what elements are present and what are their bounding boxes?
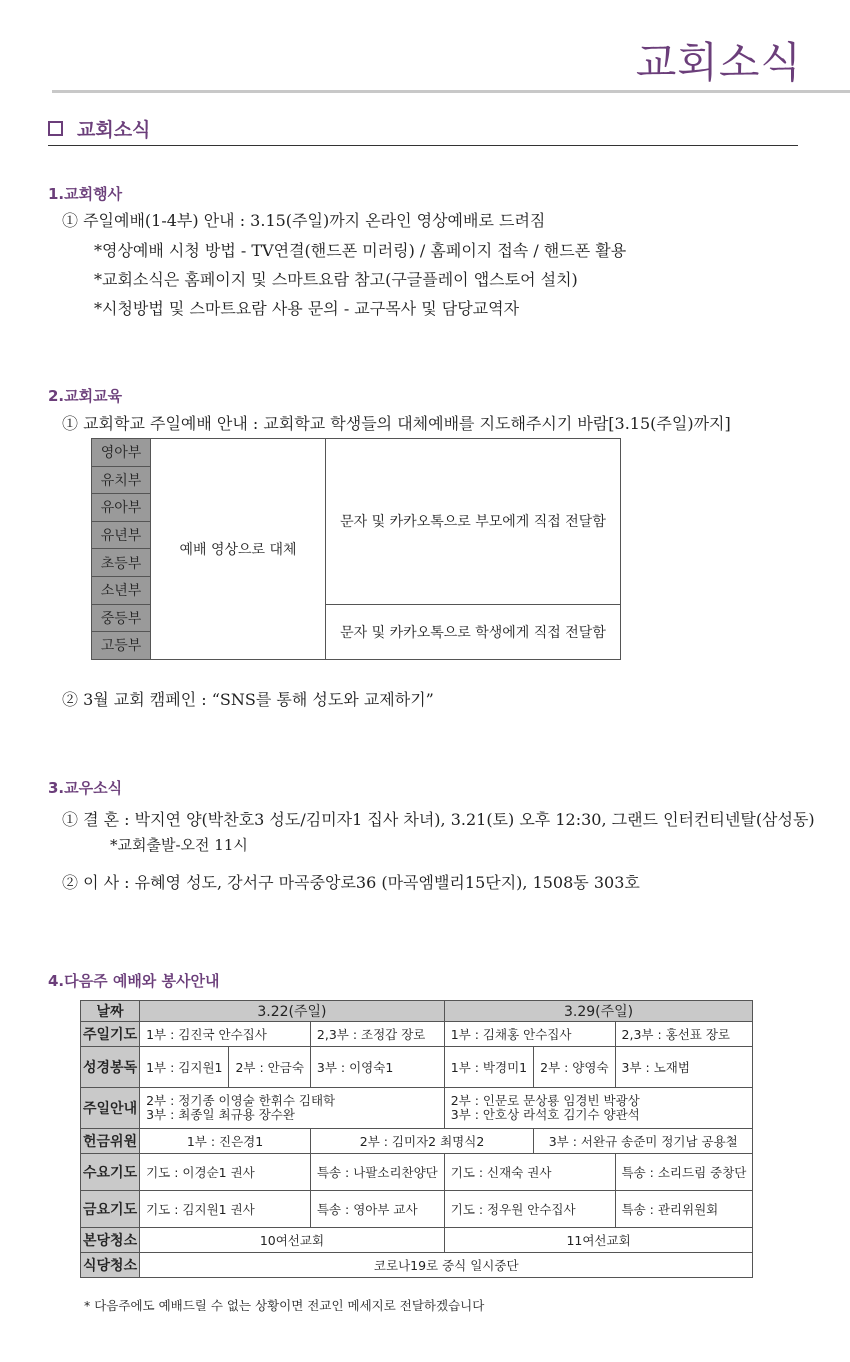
schedule-label-wednesday: 수요기도 <box>81 1154 140 1191</box>
schedule-cell: 2부 : 김미자2 최명식2 <box>310 1129 533 1154</box>
schedule-label-dining: 식당청소 <box>81 1253 140 1278</box>
schedule-table <box>80 1000 753 1278</box>
section-divider <box>48 145 798 146</box>
schedule-cell: 기도 : 이경순1 권사 <box>140 1154 311 1191</box>
header-divider <box>52 90 850 93</box>
events-heading: 1.교회행사 <box>48 185 123 203</box>
schedule-label-prayer: 주일기도 <box>81 1022 140 1047</box>
dept-cell: 초등부 <box>92 549 151 577</box>
schedule-cell: 1부 : 김지원1 <box>140 1047 229 1088</box>
schedule-cell: 1부 : 박경미1 <box>444 1047 533 1088</box>
schedule-label-sanctuary: 본당청소 <box>81 1228 140 1253</box>
dept-cell: 유년부 <box>92 521 151 549</box>
schedule-date-1: 3.22(주일) <box>140 1001 445 1022</box>
schedule-cell: 기도 : 김지원1 권사 <box>140 1191 311 1228</box>
moving-line: ② 이 사 : 유혜영 성도, 강서구 마곡중앙로36 (마곡엠밸리15단지), 1508동 303호 <box>62 873 640 892</box>
schedule-cell: 10여선교회 <box>140 1228 445 1253</box>
section-heading-label: 교회소식 <box>77 119 151 141</box>
schedule-cell: 기도 : 신재숙 권사 <box>444 1154 615 1191</box>
schedule-cell: 특송 : 영아부 교사 <box>310 1191 444 1228</box>
schedule-cell <box>444 1088 753 1129</box>
dept-cell: 유아부 <box>92 494 151 522</box>
events-line-4: *시청방법 및 스마트요람 사용 문의 - 교구목사 및 담당교역자 <box>94 299 520 318</box>
schedule-cell: 1부 : 김채홍 안수집사 <box>444 1022 615 1047</box>
dept-cell: 중등부 <box>92 604 151 632</box>
schedule-cell: 코로나19로 중식 일시중단 <box>140 1253 753 1278</box>
wedding-departure-line: *교회출발-오전 11시 <box>110 836 248 854</box>
news-heading: 3.교우소식 <box>48 779 123 797</box>
replacement-cell: 예배 영상으로 대체 <box>151 439 326 660</box>
schedule-cell: 11여선교회 <box>444 1228 753 1253</box>
events-line-2: *영상예배 시청 방법 - TV연결(핸드폰 미러링) / 홈페이지 접속 / 핸드폰 활용 <box>94 241 627 260</box>
page-title: 교회소식 <box>635 38 802 87</box>
guide-line: 3부 : 안호상 라석호 김기수 양관석 <box>450 1107 640 1122</box>
education-table <box>91 438 621 660</box>
schedule-date-2: 3.29(주일) <box>444 1001 753 1022</box>
dept-cell: 영아부 <box>92 439 151 467</box>
schedule-note: * 다음주에도 예배드릴 수 없는 상황이면 전교인 메세지로 전달하겠습니다 <box>84 1298 485 1313</box>
education-line-1: ① 교회학교 주일예배 안내 : 교회학교 학생들의 대체예배를 지도해주시기 바람[3.15(주일)까지] <box>62 414 731 433</box>
schedule-cell: 3부 : 서완규 송준미 정기남 공용철 <box>534 1129 753 1154</box>
schedule-cell: 1부 : 진은경1 <box>140 1129 311 1154</box>
schedule-cell: 2,3부 : 홍선표 장로 <box>615 1022 753 1047</box>
campaign-line: ② 3월 교회 캠페인 : “SNS를 통해 성도와 교제하기” <box>62 690 434 709</box>
schedule-cell <box>140 1088 445 1129</box>
schedule-cell: 2부 : 양영숙 <box>534 1047 615 1088</box>
schedule-label-guide: 주일안내 <box>81 1088 140 1129</box>
checkbox-square-icon <box>48 121 63 136</box>
guide-line: 3부 : 최종일 최규용 장수완 <box>146 1107 295 1122</box>
schedule-cell: 3부 : 이영숙1 <box>310 1047 444 1088</box>
parent-notice-cell: 문자 및 카카오톡으로 부모에게 직접 전달함 <box>326 439 621 605</box>
dept-cell: 유치부 <box>92 466 151 494</box>
education-heading: 2.교회교육 <box>48 387 123 405</box>
schedule-cell: 2,3부 : 조정갑 장로 <box>310 1022 444 1047</box>
guide-line: 2부 : 인문로 문상룡 임경빈 박광상 <box>450 1093 640 1108</box>
schedule-cell: 기도 : 정우원 안수집사 <box>444 1191 615 1228</box>
schedule-cell: 2부 : 안금숙 <box>229 1047 310 1088</box>
schedule-label-bible: 성경봉독 <box>81 1047 140 1088</box>
schedule-cell: 특송 : 나팔소리찬양단 <box>310 1154 444 1191</box>
schedule-cell: 특송 : 소리드림 중창단 <box>615 1154 753 1191</box>
schedule-cell: 1부 : 김진국 안수집사 <box>140 1022 311 1047</box>
guide-line: 2부 : 정기종 이영술 한휘수 김태학 <box>146 1093 336 1108</box>
schedule-cell: 특송 : 관리위원회 <box>615 1191 753 1228</box>
dept-cell: 고등부 <box>92 632 151 660</box>
wedding-line: ① 결 혼 : 박지연 양(박찬호3 성도/김미자1 집사 차녀), 3.21(토) 오후 12:30, 그랜드 인터컨티넨탈(삼성동) <box>62 810 815 829</box>
schedule-cell: 3부 : 노재범 <box>615 1047 753 1088</box>
schedule-label-offering: 헌금위원 <box>81 1129 140 1154</box>
student-notice-cell: 문자 및 카카오톡으로 학생에게 직접 전달함 <box>326 604 621 659</box>
schedule-label-date: 날짜 <box>81 1001 140 1022</box>
events-line-3: *교회소식은 홈페이지 및 스마트요람 참고(구글플레이 앱스토어 설치) <box>94 270 578 289</box>
events-line-1: ① 주일예배(1-4부) 안내 : 3.15(주일)까지 온라인 영상예배로 드려짐 <box>62 211 546 230</box>
section-heading <box>48 115 150 142</box>
dept-cell: 소년부 <box>92 576 151 604</box>
schedule-heading: 4.다음주 예배와 봉사안내 <box>48 972 220 990</box>
schedule-label-friday: 금요기도 <box>81 1191 140 1228</box>
